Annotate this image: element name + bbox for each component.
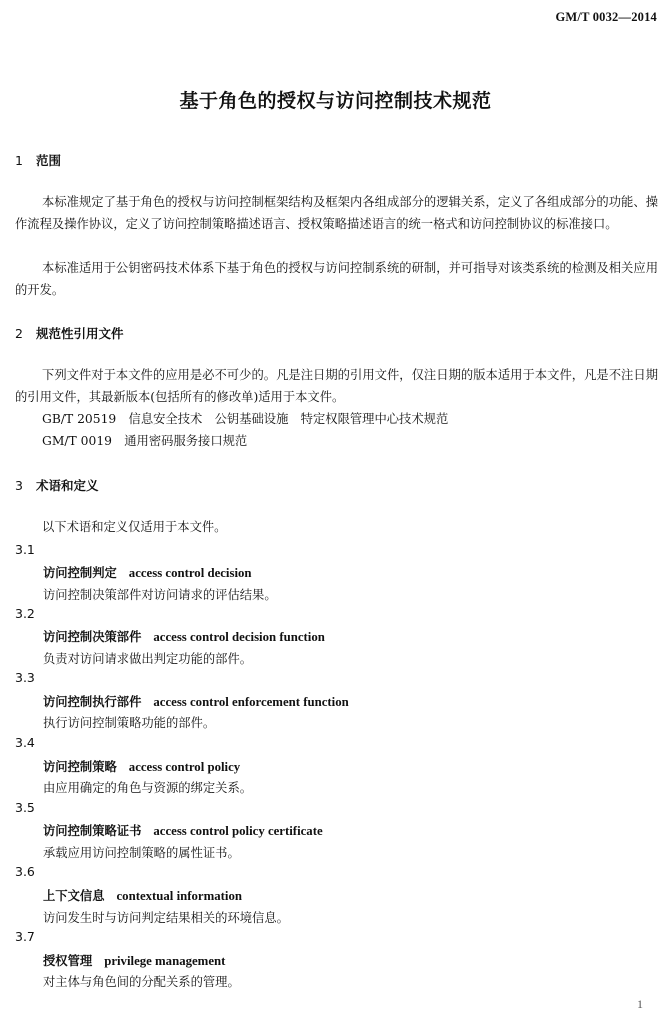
term-number: 3.1	[15, 542, 35, 557]
term-number: 3.4	[15, 735, 35, 750]
term-en: access control decision	[128, 566, 252, 580]
term-name	[43, 821, 323, 839]
term-en: access control policy certificate	[153, 824, 323, 838]
term-zh: 上下文信息	[43, 889, 105, 903]
term-definition: 访问发生时与访问判定结果相关的环境信息。	[43, 911, 289, 925]
term-number: 3.3	[15, 670, 35, 685]
section-heading-scope	[15, 151, 61, 169]
term-zh: 访问控制判定	[43, 566, 117, 580]
term-name	[43, 692, 349, 710]
section-number: 3	[15, 478, 23, 493]
term-en: access control enforcement function	[153, 695, 349, 709]
term-definition: 对主体与角色间的分配关系的管理。	[43, 975, 240, 989]
term-en: contextual information	[116, 889, 242, 903]
term-en: privilege management	[104, 954, 226, 968]
term-number: 3.2	[15, 606, 35, 621]
term-definition: 负责对访问请求做出判定功能的部件。	[43, 652, 253, 666]
term-name	[43, 886, 242, 904]
scope-paragraph-2: 本标准适用于公钥密码技术体系下基于角色的授权与访问控制系统的研制，并可指导对该类系统的检测及相关应用的开发。	[15, 261, 658, 297]
page-number: 1	[637, 997, 643, 1011]
term-number: 3.6	[15, 864, 35, 879]
term-zh: 访问控制执行部件	[43, 695, 142, 709]
term-zh: 授权管理	[43, 954, 93, 968]
term-definition: 访问控制决策部件对访问请求的评估结果。	[43, 588, 277, 602]
term-en: access control policy	[128, 760, 241, 774]
term-definition: 承载应用访问控制策略的属性证书。	[43, 846, 240, 860]
term-name	[43, 951, 225, 969]
section-number: 1	[15, 153, 23, 168]
term-zh: 访问控制策略	[43, 760, 117, 774]
standard-code: GM/T 0032—2014	[555, 10, 657, 24]
term-zh: 访问控制策略证书	[43, 824, 142, 838]
reference-item: GM/T 0019 通用密码服务接口规范	[42, 434, 248, 448]
term-name	[43, 563, 252, 581]
reference-item: GB/T 20519 信息安全技术 公钥基础设施 特定权限管理中心技术规范	[42, 412, 449, 426]
normative-refs-intro: 下列文件对于本文件的应用是必不可少的。凡是注日期的引用文件，仅注日期的版本适用于本文件，凡是不注日期的引用文件，其最新版本(包括所有的修改单)适用于本文件。	[15, 368, 658, 404]
term-definition: 执行访问控制策略功能的部件。	[43, 716, 216, 730]
section-title: 术语和定义	[36, 478, 99, 493]
term-number: 3.5	[15, 800, 35, 815]
section-heading-terms	[15, 476, 99, 494]
document-title: 基于角色的授权与访问控制技术规范	[179, 90, 492, 112]
term-en: access control decision function	[153, 630, 325, 644]
section-heading-normative-refs	[15, 324, 124, 342]
section-title: 规范性引用文件	[36, 326, 124, 341]
term-name	[43, 627, 325, 645]
term-zh: 访问控制决策部件	[43, 630, 142, 644]
term-number: 3.7	[15, 929, 35, 944]
section-title: 范围	[36, 153, 62, 168]
term-name	[43, 757, 240, 775]
term-definition: 由应用确定的角色与资源的绑定关系。	[43, 781, 253, 795]
scope-paragraph-1: 本标准规定了基于角色的授权与访问控制框架结构及框架内各组成部分的逻辑关系，定义了各组成部分的功能、操作流程及操作协议，定义了访问控制策略描述语言、授权策略描述语言的统一格式和访问控制协议的标准接口。	[15, 195, 658, 231]
terms-intro: 以下术语和定义仅适用于本文件。	[42, 520, 227, 534]
section-number: 2	[15, 326, 23, 341]
